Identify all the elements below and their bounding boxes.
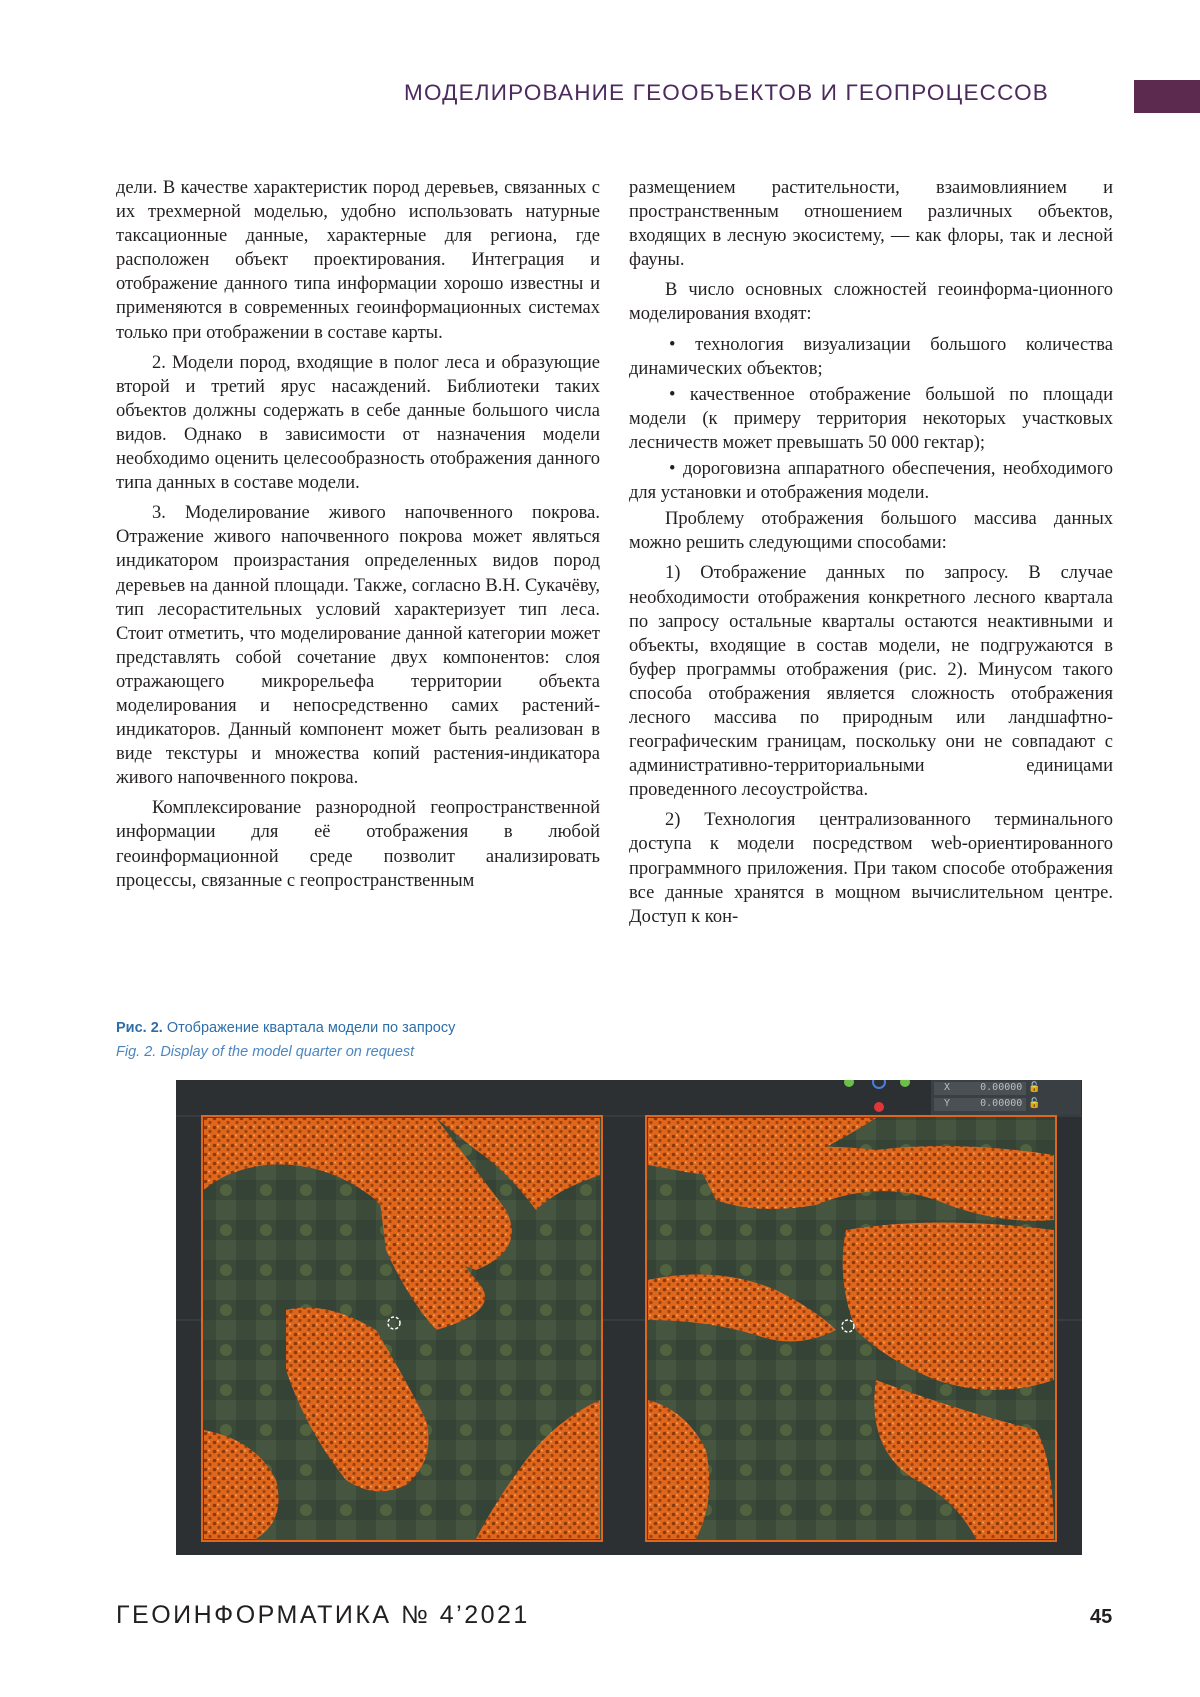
paragraph: 1) Отображение данных по запросу. В случае необходимости отображения конкретного лесного квартала по запросу остальные кварталы остаются неактивными и объекты, входящие в состав модели, не подгружаются в буфер программы отображения (рис. 2). Минусом такого способа отображения является сложность отображения лесного массива по природным или ландшафтно-географическим границам, поскольку они не совпадают с административно-территориальными единицами проведенного лесоустройства. [629, 563, 1113, 801]
figure-caption-ru: Отображение квартала модели по запросу [166, 1020, 456, 1036]
coord-y-value[interactable]: 0.00000 [980, 1098, 1023, 1109]
figure-caption [116, 1016, 455, 1064]
page-number: 45 [1090, 1606, 1113, 1628]
bullet-item: • технология визуализации большого количества динамических объектов; [629, 334, 1113, 379]
section-accent-bar [1134, 80, 1200, 113]
lock-icon[interactable]: 🔓 [1028, 1098, 1041, 1109]
paragraph: дели. В качестве характеристик пород деревьев, связанных с их трехмерной моделью, удобно использовать натурные таксационные данные, характерные для региона, где расположен объект проектирования. Интеграция и отображение данного типа информации хорошо известны и применяются в современных геоинформационных системах только при отображении в составе карты. [116, 178, 600, 343]
coord-panel [944, 1080, 1064, 1112]
lock-icon[interactable]: 🔓 [1028, 1082, 1041, 1093]
section-title: МОДЕЛИРОВАНИЕ ГЕООБЪЕКТОВ И ГЕОПРОЦЕССОВ [404, 80, 1049, 105]
coord-x-label: X [944, 1082, 951, 1093]
figure-caption-en: Fig. 2. Display of the model quarter on request [116, 1044, 415, 1060]
journal-title: ГЕОИНФОРМАТИКА № 4’2021 [116, 1601, 530, 1629]
left-column [116, 176, 600, 899]
coord-x-value[interactable]: 0.00000 [980, 1082, 1023, 1093]
paragraph: 2. Модели пород, входящие в полог леса и образующие второй и третий ярус насаждений. Библиотеки таких объектов должны содержать в себе данные большого числа видов. Однако в зависимости от назначения модели необходимо оценить целесообразность отображения данного типа данных в составе модели. [116, 352, 600, 494]
coord-y-label: Y [944, 1098, 951, 1109]
paragraph: размещением растительности, взаимовлиянием и пространственным отношением различных объектов, входящих в лесную экосистему, — как флоры, так и лесной фауны. [629, 178, 1113, 271]
quarter-right [646, 1116, 1056, 1541]
figure-label: Рис. 2. [116, 1020, 163, 1036]
figure-screenshot [176, 1080, 1082, 1555]
viewport-render [176, 1080, 1082, 1555]
right-column [629, 176, 1113, 935]
bullet-item: • дороговизна аппаратного обеспечения, необходимого для установки и отображения модели. [629, 459, 1113, 504]
paragraph: В число основных сложностей геоинформа-ционного моделирования входят: [629, 280, 1113, 325]
paragraph: 2) Технология централизованного терминального доступа к модели посредством web-ориентированного программного приложения. При таком способе отображения все данные хранятся в мощном вычислительном центре. Доступ к кон- [629, 810, 1113, 927]
quarter-left [202, 1116, 602, 1541]
bullet-item: • качественное отображение большой по площади модели (к примеру территория некоторых участковых лесничеств может превышать 50 000 гектар); [629, 384, 1113, 453]
paragraph: Проблему отображения большого массива данных можно решить следующими способами: [629, 509, 1113, 554]
paragraph: 3. Моделирование живого напочвенного покрова. Отражение живого напочвенного покрова может являться индикатором произрастания определенных видов пород деревьев на данной площади. Также, согласно В.Н. Сукачёву, тип лесорастительных условий характеризует тип леса. Стоит отметить, что моделирование данной категории может представлять собой сочетание двух компонентов: слоя отражающего микрорельефа территории объекта моделирования и непосредственно самих растений-индикаторов. Данный компонент может быть реализован в виде текстуры и множества копий растения-индикатора живого напочвенного покрова. [116, 503, 600, 789]
paragraph: Комплексирование разнородной геопространственной информации для её отображения в любой геоинформационной среде позволит анализировать процессы, связанные с геопространственным [116, 798, 600, 891]
